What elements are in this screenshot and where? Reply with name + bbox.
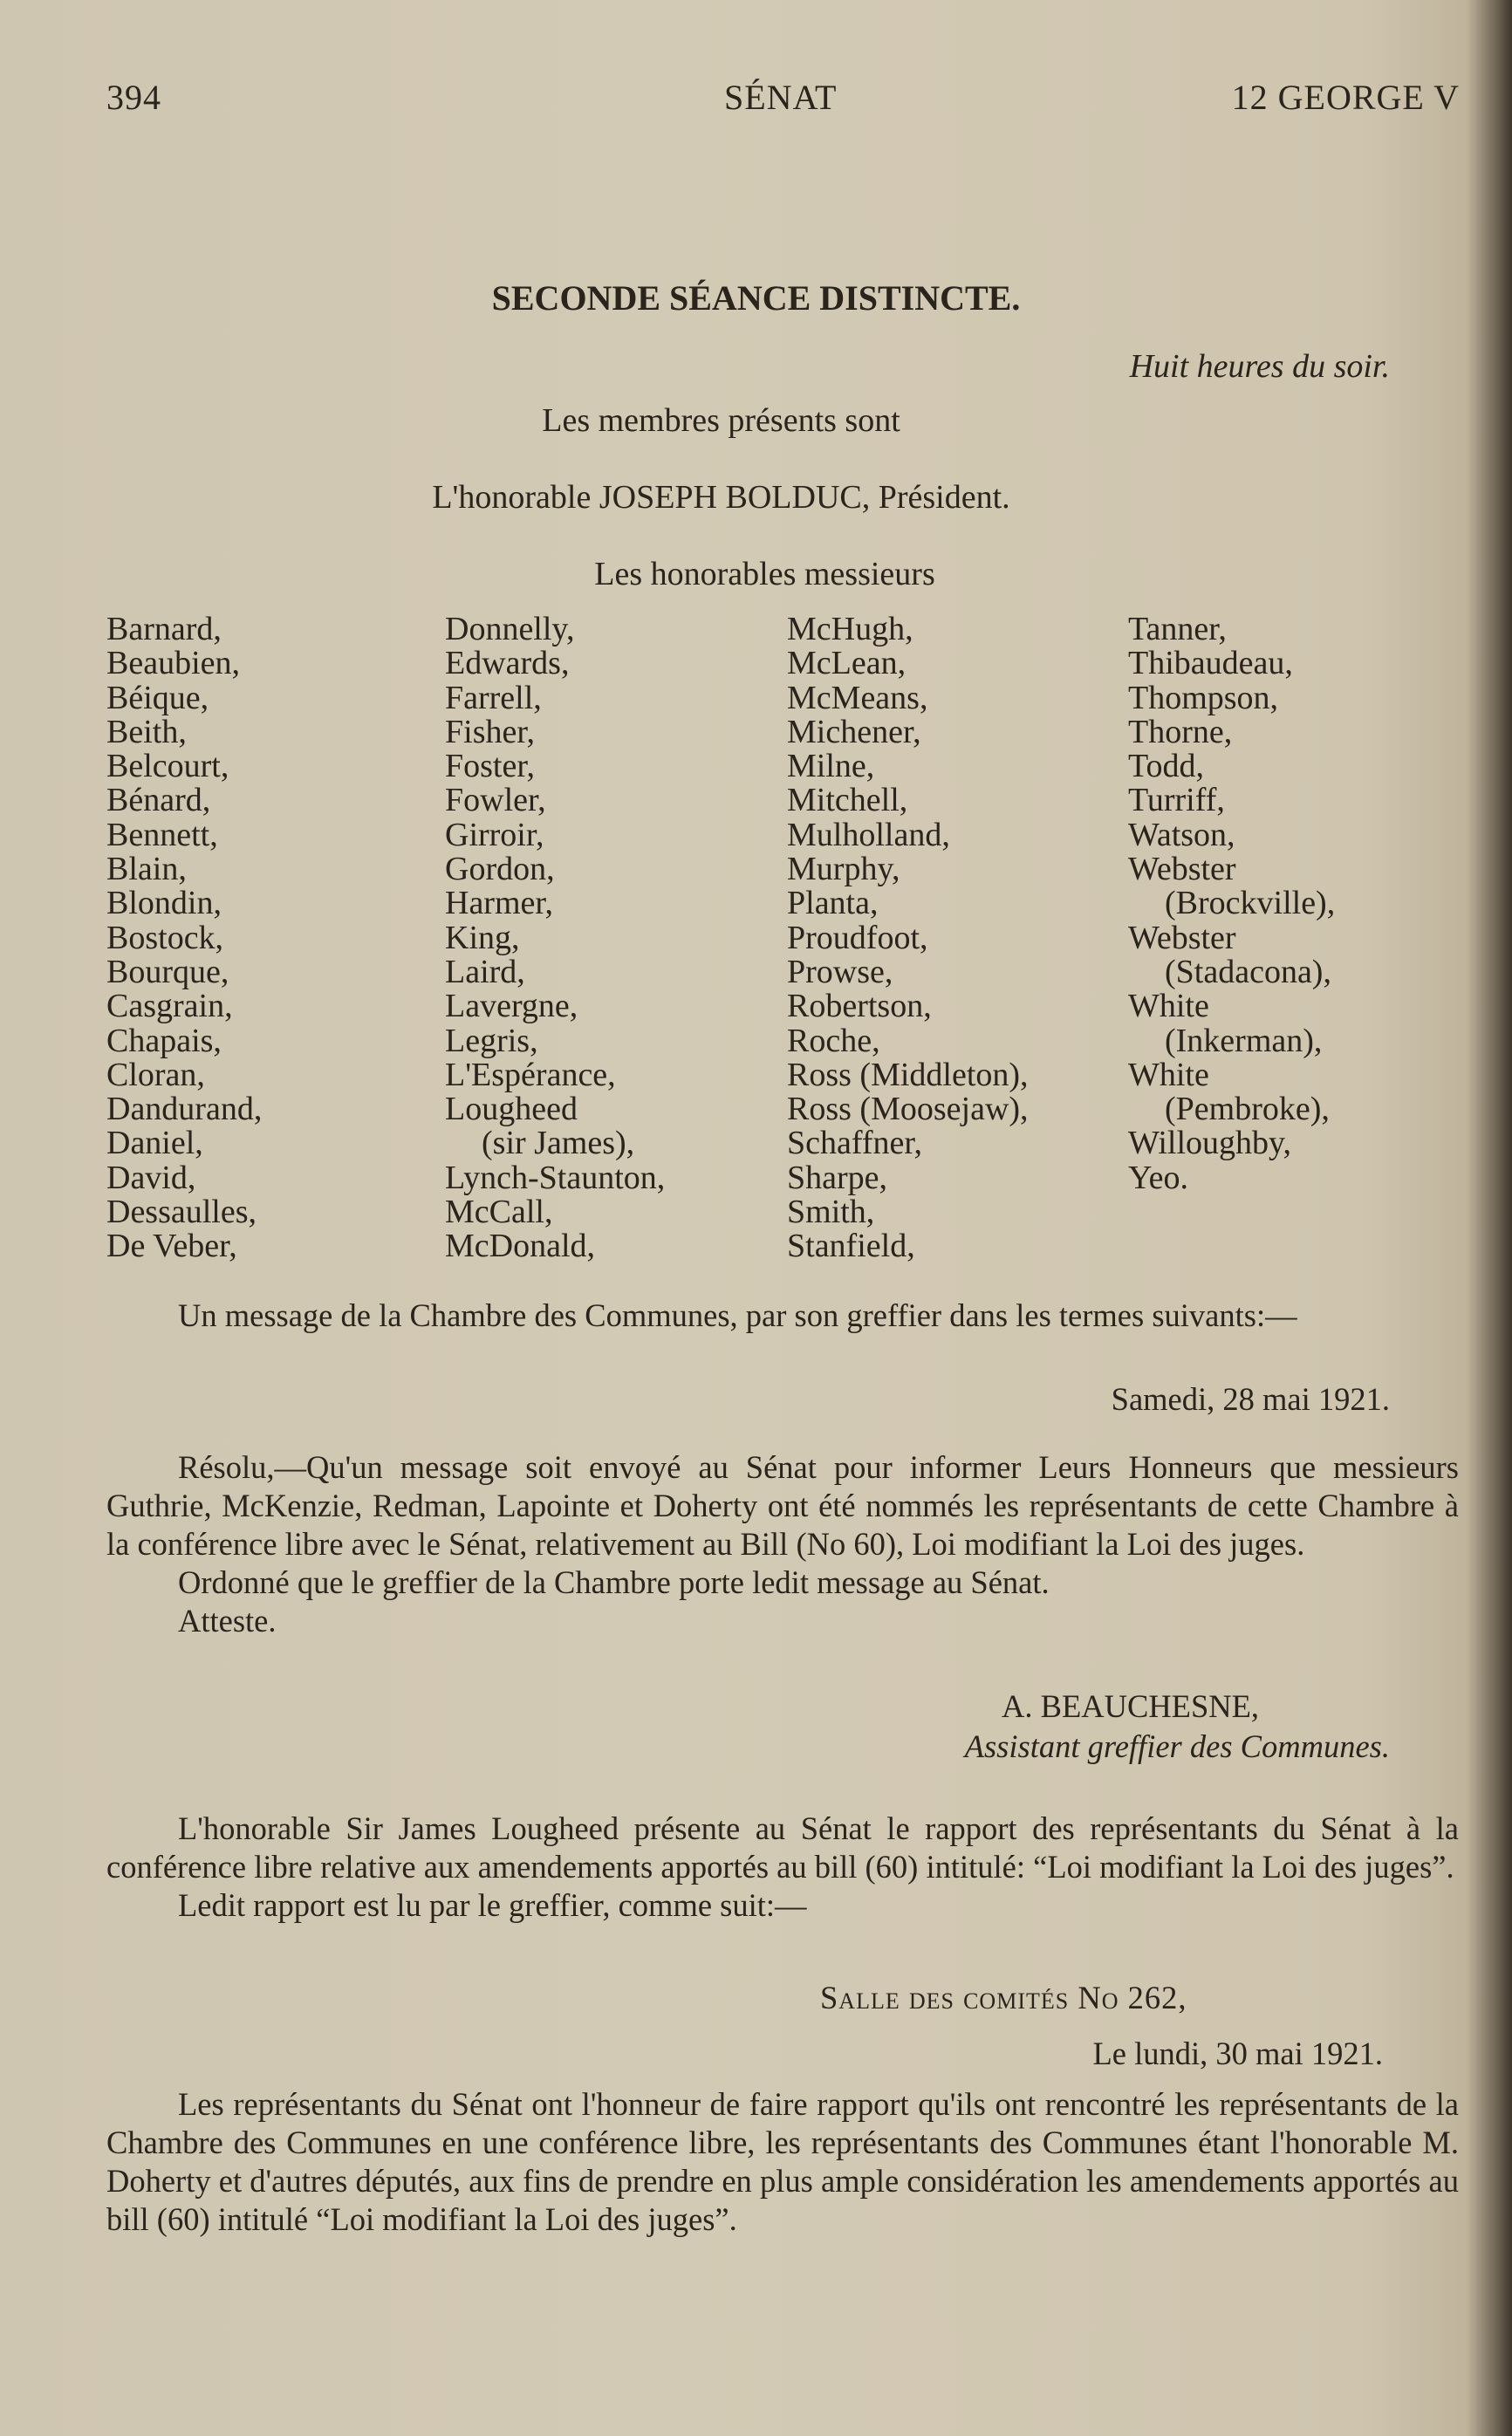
signatory-title: Assistant greffier des Communes. bbox=[964, 1728, 1390, 1764]
member-name: Barnard, bbox=[106, 611, 222, 647]
member-name: (sir James), bbox=[482, 1125, 635, 1162]
member-name: Béique, bbox=[106, 679, 209, 716]
signatory-name: A. BEAUCHESNE, bbox=[1002, 1688, 1260, 1724]
member-name: Ross (Middleton), bbox=[787, 1056, 1029, 1093]
member-name: Blondin, bbox=[106, 885, 222, 922]
page-number: 394 bbox=[106, 78, 161, 117]
member-name: Planta, bbox=[787, 885, 879, 922]
member-name: McCall, bbox=[445, 1194, 553, 1231]
member-name: Webster bbox=[1128, 851, 1236, 888]
member-name: Fowler, bbox=[445, 782, 546, 819]
member-name: Ross (Moosejaw), bbox=[787, 1091, 1029, 1128]
message-intro: Un message de la Chambre des Communes, par son greffier dans les termes suivants:— bbox=[178, 1297, 1297, 1333]
committee-room: Salle des comités No 262, bbox=[820, 1980, 1187, 2015]
section-title: SECONDE SÉANCE DISTINCTE. bbox=[491, 278, 1021, 318]
member-name: Thompson, bbox=[1128, 679, 1279, 716]
resolution-block bbox=[106, 1448, 1459, 1640]
report-block bbox=[106, 2085, 1459, 2239]
member-name: Thibaudeau, bbox=[1128, 645, 1293, 682]
member-name: Sharpe, bbox=[787, 1159, 888, 1196]
president-line: L'honorable JOSEPH BOLDUC, Président. bbox=[432, 479, 1010, 516]
message-date: Samedi, 28 mai 1921. bbox=[1111, 1381, 1390, 1417]
member-name: Bourque, bbox=[106, 953, 229, 990]
member-name: Donnelly, bbox=[445, 611, 575, 647]
member-name: McLean, bbox=[787, 645, 907, 682]
member-name: Legris, bbox=[445, 1022, 538, 1059]
member-name: Bennett, bbox=[106, 816, 218, 853]
member-name: (Inkerman), bbox=[1165, 1022, 1323, 1059]
member-column-1 bbox=[106, 612, 262, 1264]
member-name: Cloran, bbox=[106, 1056, 205, 1093]
member-name: David, bbox=[106, 1159, 196, 1196]
member-name: Schaffner, bbox=[787, 1125, 922, 1162]
members-present: Les membres présents sont bbox=[542, 402, 900, 439]
member-name: Beith, bbox=[106, 713, 187, 750]
member-name: L'Espérance, bbox=[445, 1056, 616, 1093]
member-name: Stanfield, bbox=[787, 1228, 915, 1265]
member-name: Chapais, bbox=[106, 1022, 222, 1059]
member-name: Proudfoot, bbox=[787, 919, 928, 956]
member-column-3 bbox=[787, 612, 1029, 1264]
member-name: White bbox=[1128, 988, 1209, 1025]
ordered: Ordonné que le greffier de la Chambre porte ledit message au Sénat. bbox=[178, 1564, 1050, 1600]
member-name: Milne, bbox=[787, 748, 875, 785]
member-name: Bostock, bbox=[106, 919, 224, 956]
member-name: Daniel, bbox=[106, 1125, 203, 1162]
member-name: Todd, bbox=[1128, 748, 1205, 785]
member-name: Yeo. bbox=[1128, 1159, 1189, 1196]
member-name: Belcourt, bbox=[106, 748, 229, 785]
member-name: Robertson, bbox=[787, 988, 932, 1025]
lougheed-paragraph: L'honorable Sir James Lougheed présente au Sénat le rapport des représentants du Sénat à la conférence libre relative aux amendements apportés au bill (60) intitulé: “Loi modifiant la Loi des juges”. bbox=[106, 1810, 1459, 1885]
report-date: Le lundi, 30 mai 1921. bbox=[1092, 2036, 1383, 2071]
member-name: Girroir, bbox=[445, 816, 544, 853]
member-name: McDonald, bbox=[445, 1228, 596, 1265]
member-name: Tanner, bbox=[1128, 611, 1227, 647]
session-time: Huit heures du soir. bbox=[1129, 348, 1390, 385]
member-name: Mulholland, bbox=[787, 816, 950, 853]
regnal-year: 12 GEORGE V bbox=[1231, 78, 1460, 117]
member-column-4 bbox=[1128, 612, 1335, 1195]
member-name: (Stadacona), bbox=[1165, 953, 1331, 990]
member-name: Beaubien, bbox=[106, 645, 241, 682]
member-name: (Pembroke), bbox=[1165, 1091, 1330, 1128]
member-name: Bénard, bbox=[106, 782, 211, 819]
member-name: Lynch-Staunton, bbox=[445, 1159, 666, 1196]
member-name: Turriff, bbox=[1128, 782, 1225, 819]
member-name: Blain, bbox=[106, 851, 187, 888]
member-name: Farrell, bbox=[445, 679, 542, 716]
member-name: Edwards, bbox=[445, 645, 570, 682]
member-name: Dessaulles, bbox=[106, 1194, 257, 1231]
running-head: SÉNAT bbox=[724, 78, 838, 117]
member-name: Prowse, bbox=[787, 953, 893, 990]
member-column-2 bbox=[445, 612, 665, 1264]
member-name: (Brockville), bbox=[1165, 885, 1336, 922]
member-name: Smith, bbox=[787, 1194, 875, 1231]
member-name: Laird, bbox=[445, 953, 525, 990]
member-name: Murphy, bbox=[787, 851, 900, 888]
member-name: McHugh, bbox=[787, 611, 913, 647]
member-name: Willoughby, bbox=[1128, 1125, 1292, 1162]
member-name: Harmer, bbox=[445, 885, 554, 922]
member-name: Webster bbox=[1128, 919, 1236, 956]
report-paragraph: Les représentants du Sénat ont l'honneur de faire rapport qu'ils ont rencontré les représentants de la Chambre des Communes en une conférence libre, les représentants des Communes étant l'honorable M. Doherty et d'autres députés, aux fins de prendre en plus ample considération les amendements apportés au bill (60) intitulé “Loi modifiant la Loi des juges”. bbox=[106, 2086, 1459, 2237]
member-name: Dandurand, bbox=[106, 1091, 263, 1128]
resolution: Résolu,—Qu'un message soit envoyé au Sénat pour informer Leurs Honneurs que messieurs Guthrie, McKenzie, Redman, Lapointe et Doherty ont été nommés les représentants de cette Chambre à la conférence libre avec le Sénat, relativement au Bill (No 60), Loi modifiant la Loi des juges. bbox=[106, 1449, 1459, 1562]
member-name: King, bbox=[445, 919, 520, 956]
member-name: Roche, bbox=[787, 1022, 880, 1059]
member-name: Lougheed bbox=[445, 1091, 578, 1128]
member-name: Fisher, bbox=[445, 713, 535, 750]
member-name: Watson, bbox=[1128, 816, 1235, 853]
member-name: Gordon, bbox=[445, 851, 555, 888]
honorables-heading: Les honorables messieurs bbox=[594, 556, 935, 592]
report-read: Ledit rapport est lu par le greffier, comme suit:— bbox=[178, 1887, 807, 1923]
member-name: White bbox=[1128, 1056, 1209, 1093]
member-name: De Veber, bbox=[106, 1228, 237, 1265]
member-name: Lavergne, bbox=[445, 988, 578, 1025]
member-name: Casgrain, bbox=[106, 988, 233, 1025]
member-name: Mitchell, bbox=[787, 782, 908, 819]
lougheed-block bbox=[106, 1810, 1459, 1925]
member-name: Michener, bbox=[787, 713, 921, 750]
member-name: Foster, bbox=[445, 748, 535, 785]
member-name: McMeans, bbox=[787, 679, 928, 716]
member-name: Thorne, bbox=[1128, 713, 1233, 750]
attested: Atteste. bbox=[178, 1603, 277, 1639]
